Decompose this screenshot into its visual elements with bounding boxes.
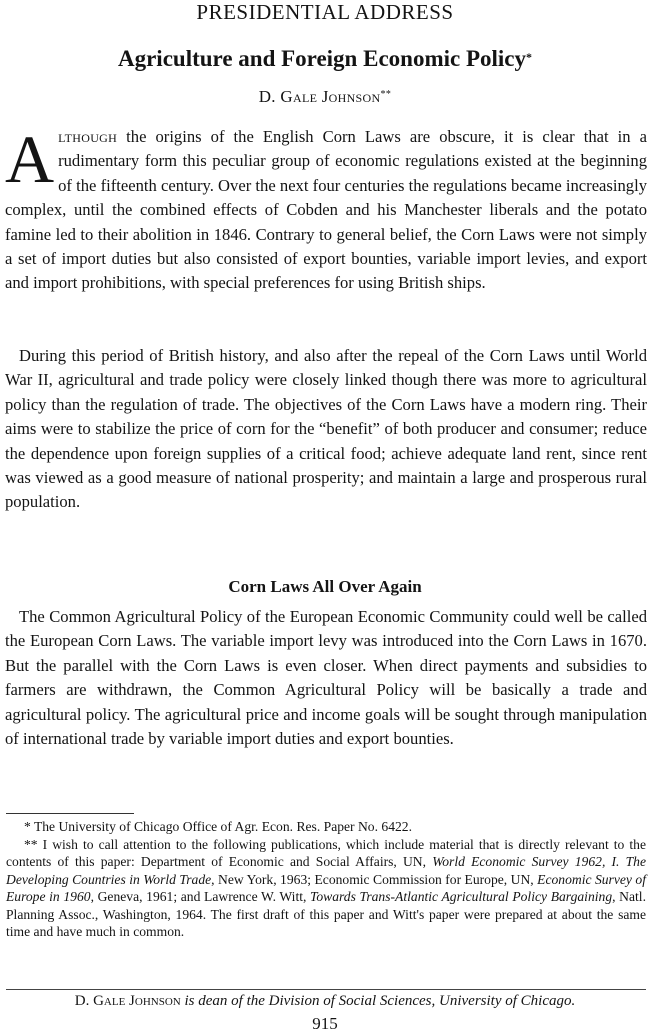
- section-heading: Corn Laws All Over Again: [228, 577, 422, 596]
- paragraph-1-lead: lthough: [58, 127, 118, 146]
- footnote-2: [6, 836, 646, 941]
- footnote-2-marker: **: [24, 836, 38, 852]
- author-name: D. Gale Johnson: [258, 87, 381, 106]
- paragraph-2: [5, 344, 647, 515]
- footnote-divider: [6, 813, 134, 814]
- footnote-2-text-d: , Natl. Planning Assoc., Washington, 1964. The first draft of this paper and Witt's paper were prepared at about the same time and have much in common.: [6, 889, 646, 939]
- footnote-1-marker: *: [24, 819, 31, 834]
- footnotes: [6, 818, 646, 941]
- author-line: [0, 86, 650, 108]
- page-number: 915: [312, 1014, 338, 1033]
- paragraph-3: [5, 605, 647, 751]
- footnote-1: [6, 818, 646, 836]
- article-title-text: Agriculture and Foreign Economic Policy: [117, 46, 526, 71]
- bio-author-name: D. Gale Johnson: [74, 993, 181, 1009]
- footnote-1-text: The University of Chicago Office of Agr. Econ. Res. Paper No. 6422.: [30, 819, 412, 834]
- footnote-2-text-b: , New York, 1963; Economic Commission for Europe, UN,: [211, 871, 538, 887]
- footnote-2-text-a: I wish to call attention to the following publications, which include material that is directly relevant to the contents of this paper: Department of Economic and Social Affairs, UN,: [6, 836, 646, 869]
- title-footnote-marker: *: [526, 50, 532, 64]
- paragraph-1-text: the origins of the English Corn Laws are obscure, it is clear that in a rudimentary form this peculiar group of economic regulations existed at the beginning of the fifteenth century. Over the next four centuries the regulations became increasingly complex, until the combined effects of Cobden and his Manchester liberals and the potato famine led to their abolition in 1846. Contrary to general belief, the Corn Laws were not simply a set of import duties but also consisted of export bounties, variable import levies, and export and import prohibitions, with special preferences for using British ships.: [5, 127, 647, 293]
- drop-cap: A: [5, 121, 55, 197]
- footnote-2-citation-3: Towards Trans-Atlantic Agricultural Policy Bargaining: [310, 889, 613, 904]
- article-title: [0, 45, 650, 73]
- footnote-2-text-c: , Geneva, 1961; and Lawrence W. Witt,: [90, 889, 311, 904]
- paragraph-3-text: The Common Agricultural Policy of the European Economic Community could well be called the European Corn Laws. The variable import levy was introduced into the Corn Laws in 1670. But the parallel with the Corn Laws is even closer. When direct payments and subsidies to farmers are withdrawn, the Common Agricultural Policy will be basically a trade and agricultural policy. The agricultural price and income goals will be sought through manipulation of international trade by variable import duties and export bounties.: [5, 607, 647, 749]
- author-footnote-marker: **: [380, 89, 392, 100]
- paragraph-2-text: During this period of British history, and also after the repeal of the Corn Laws until World War II, agricultural and trade policy were closely linked though there was more to agricultural policy than the regulation of trade. The objectives of the Corn Laws have a modern ring. Their aims were to stabilize the price of corn for the “benefit” of both producer and consumer; reduce the dependence upon foreign supplies of a critical food; achieve adequate land rent, since rent was viewed as a good measure of national prosperity; and maintain a large and prosperous rural population.: [5, 346, 647, 512]
- bio-text: is dean of the Division of Social Sciences, University of Chicago.: [180, 993, 576, 1009]
- footnote-2-citation-1: World Economic Survey 1962, I. The Developing Countries in World Trade: [6, 854, 646, 887]
- author-bio: [0, 991, 650, 1011]
- running-header: PRESIDENTIAL ADDRESS: [196, 0, 454, 24]
- paragraph-1: [5, 121, 647, 296]
- bio-divider: [6, 989, 646, 990]
- footnote-2-citation-2: Economic Survey of Europe in 1960: [6, 871, 646, 904]
